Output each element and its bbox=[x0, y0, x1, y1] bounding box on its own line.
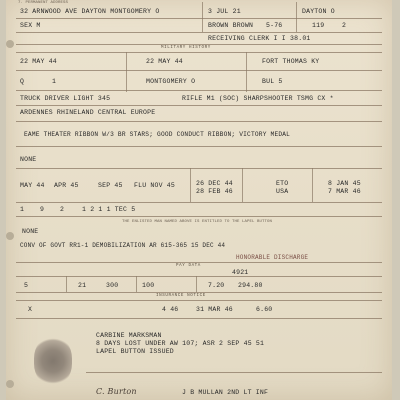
address-code-field: BUL 5 bbox=[262, 78, 283, 85]
service-years: 1 bbox=[20, 206, 25, 213]
pay-total: 4921 bbox=[232, 269, 249, 276]
arrival-date-2: 7 MAR 46 bbox=[328, 188, 361, 195]
height-field: 5-76 bbox=[266, 22, 283, 29]
pay-col-3: 300 bbox=[106, 282, 119, 289]
punch-hole bbox=[6, 380, 14, 388]
sex-field: SEX M bbox=[20, 22, 41, 29]
discharge-document bbox=[6, 0, 392, 400]
specialty-field: TRUCK DRIVER LIGHT 345 bbox=[20, 95, 111, 102]
address-field: 32 ARNWOOD AVE DAYTON MONTGOMERY O bbox=[20, 8, 160, 15]
certification-text: THE ENLISTED MAN NAMED ABOVE IS ENTITLED TO THE LAPEL BUTTON bbox=[122, 220, 273, 224]
immunization-tetanus: SEP 45 bbox=[98, 182, 123, 189]
signer-field: J B MULLAN 2ND LT INF bbox=[182, 389, 269, 396]
decorations-field: EAME THEATER RIBBON W/3 BR STARS; GOOD CONDUCT RIBBON; VICTORY MEDAL bbox=[24, 131, 291, 138]
pay-header: PAY DATA bbox=[176, 264, 201, 268]
eyes-hair-field: BROWN BROWN bbox=[208, 22, 254, 29]
pay-col-6: 294.80 bbox=[238, 282, 263, 289]
selective-service-field: Q bbox=[20, 78, 25, 85]
punch-hole bbox=[6, 40, 14, 48]
induction-place-field: FORT THOMAS KY bbox=[262, 58, 320, 65]
immunization-typhoid: APR 45 bbox=[54, 182, 79, 189]
immunization-smallpox: MAY 44 bbox=[20, 182, 45, 189]
separation-stamp: HONORABLE DISCHARGE bbox=[236, 254, 309, 261]
arrival-date-1: 8 JAN 45 bbox=[328, 180, 361, 187]
separation-reason-field: CONV OF GOVT RR1-1 DEMOBILIZATION AR 615-365 15 DEC 44 bbox=[20, 242, 226, 249]
weight-field: 119 bbox=[312, 22, 325, 29]
pay-col-4: 100 bbox=[142, 282, 155, 289]
pay-col-1: 5 bbox=[24, 282, 29, 289]
destination-1: ETO bbox=[276, 180, 289, 187]
service-length-rest: 1 2 1 1 TEC 5 bbox=[82, 206, 136, 213]
wounds-field: NONE bbox=[20, 156, 37, 163]
birth-date-field: 3 JUL 21 bbox=[208, 8, 241, 15]
occupation-field: RECEIVING CLERK I I 38.01 bbox=[208, 35, 311, 42]
insurance-col-1: X bbox=[28, 306, 33, 313]
qualification-field: RIFLE M1 (SOC) SHARPSHOOTER TSMG CX * bbox=[182, 95, 334, 102]
service-months: 9 bbox=[40, 206, 45, 213]
remarks-line-1: CARBINE MARKSMAN bbox=[96, 332, 162, 339]
prior-service-field: NONE bbox=[22, 228, 39, 235]
remarks-line-2: 8 DAYS LOST UNDER AW 107; ASR 2 SEP 45 51 bbox=[96, 340, 265, 347]
service-id-field: 1 bbox=[52, 78, 57, 85]
thumbprint bbox=[34, 336, 72, 386]
departure-date-2: 28 FEB 46 bbox=[196, 188, 233, 195]
insurance-col-2: 4 46 bbox=[162, 306, 179, 313]
destination-2: USA bbox=[276, 188, 289, 195]
induction-date-field: 22 MAY 44 bbox=[20, 58, 57, 65]
battles-field: ARDENNES RHINELAND CENTRAL EUROPE bbox=[20, 109, 156, 116]
field-caption: 7. PERMANENT ADDRESS bbox=[18, 1, 69, 5]
insurance-col-3: 31 MAR 46 bbox=[196, 306, 233, 313]
insurance-header: INSURANCE NOTICE bbox=[156, 294, 206, 298]
punch-hole bbox=[6, 232, 14, 240]
county-field: MONTGOMERY O bbox=[146, 78, 196, 85]
insurance-col-4: 6.60 bbox=[256, 306, 273, 313]
service-days: 2 bbox=[60, 206, 65, 213]
immunization-other: FLU NOV 45 bbox=[134, 182, 176, 189]
departure-date-1: 26 DEC 44 bbox=[196, 180, 233, 187]
section-header: MILITARY HISTORY bbox=[161, 46, 211, 50]
dependents-field: 2 bbox=[342, 22, 347, 29]
remarks-line-3: LAPEL BUTTON ISSUED bbox=[96, 348, 174, 355]
signature: C. Burton bbox=[96, 387, 137, 396]
pay-col-2: 21 bbox=[78, 282, 87, 289]
entry-date-field: 22 MAY 44 bbox=[146, 58, 183, 65]
birth-place-field: DAYTON O bbox=[302, 8, 335, 15]
pay-col-5: 7.20 bbox=[208, 282, 225, 289]
